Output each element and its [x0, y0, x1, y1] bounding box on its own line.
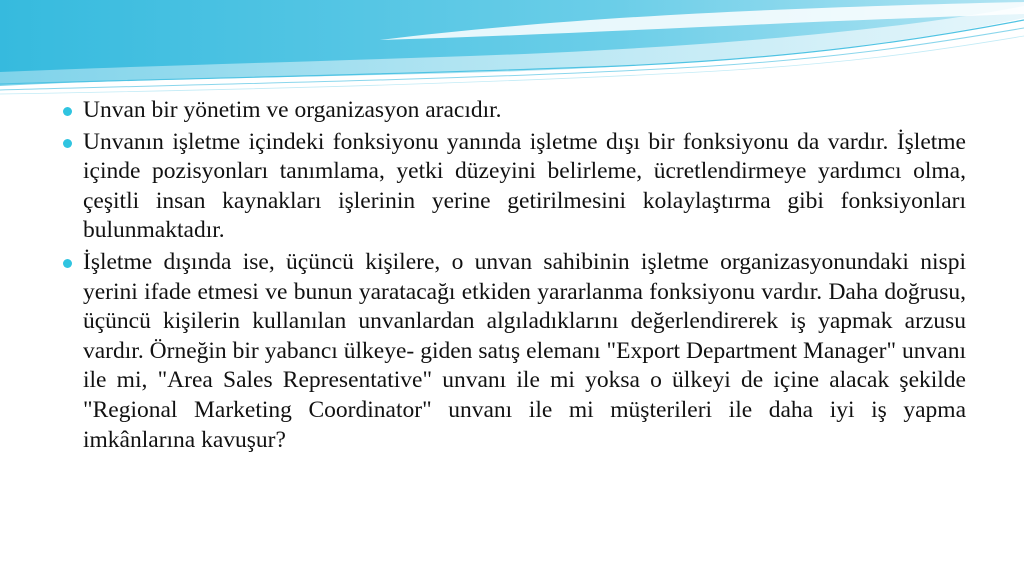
bullet-text: Unvan bir yönetim ve organizasyon aracıdır. — [83, 97, 502, 123]
bullet-dot-icon — [63, 139, 72, 148]
bullet-list — [60, 96, 966, 455]
bullet-text: İşletme dışında ise, üçüncü kişilere, o unvan sahibinin işletme organizasyonundaki nispi yerini ifade etmesi ve bunun yaratacağı etkiden yararlanma fonksiyonu vardır. Daha doğrusu, üçüncü kişilerin kullanılan unvanlardan algıladıklarını değerlendirerek iş yapmak arzusu vardır. Örneğin bir yabancı ülkeye- giden satış elemanı "Export Department Manager" unvanı ile mi, "Area Sales Representative" unvanı ile mi yoksa o ülkeyi de içine alacak şekilde "Regional Marketing Coordinator" unvanı ile mi müşterileri ile daha iyi iş yapma imkânlarına kavuşur? — [83, 248, 966, 453]
bullet-item — [60, 96, 966, 126]
bullet-text: Unvanın işletme içindeki fonksiyonu yanında işletme dışı bir fonksiyonu da vardır. İşletme içinde pozisyonları tanımlama, yetki düzeyini belirleme, ücretlendirmeye yardımcı olma, çeşitli insan kaynakları işlerinin yerine getirilmesini kolaylaştırma gibi fonksiyonları bulunmaktadır. — [83, 128, 966, 244]
bullet-item — [60, 248, 966, 455]
slide-content — [60, 96, 966, 457]
bullet-item — [60, 128, 966, 246]
bullet-dot-icon — [63, 107, 72, 116]
header-wave-decoration — [0, 0, 1024, 110]
bullet-dot-icon — [63, 259, 72, 268]
